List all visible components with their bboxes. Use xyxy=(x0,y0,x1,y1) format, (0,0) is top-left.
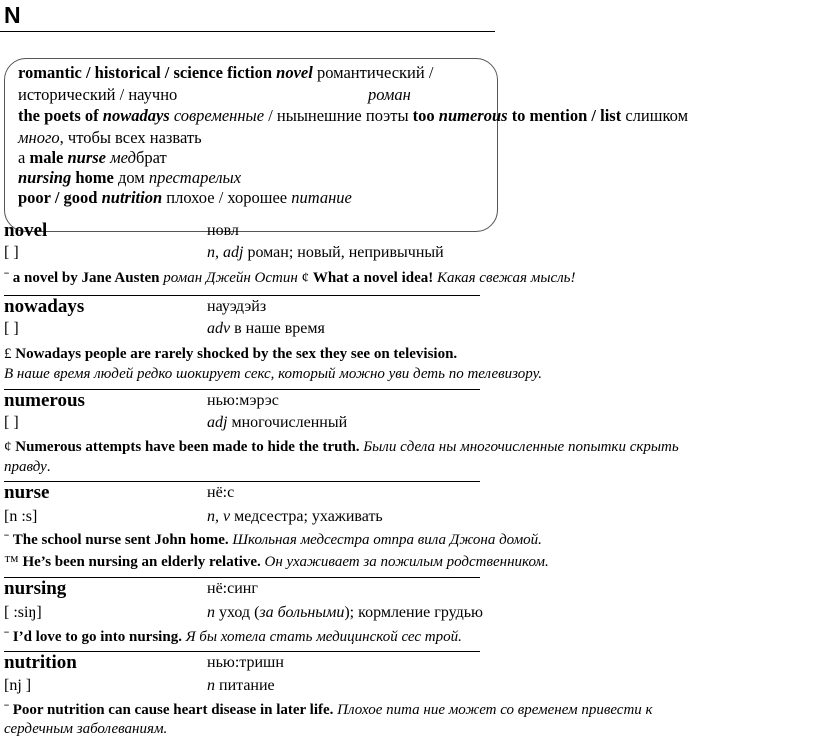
text-run: home xyxy=(71,168,114,187)
pronunciation: новл xyxy=(207,222,239,239)
transcription: [ ] xyxy=(4,320,19,337)
text-run: nowadays xyxy=(102,106,170,125)
text-run: Я бы хотела стать медицинской сес трой. xyxy=(185,629,462,645)
text-run: правду xyxy=(4,459,47,475)
text-run: too xyxy=(412,106,439,125)
text-run: роман xyxy=(368,85,411,104)
text-run: романтический / xyxy=(312,63,434,82)
text-run: ™ xyxy=(4,554,23,570)
box-line xyxy=(18,168,241,188)
box-line xyxy=(18,63,433,83)
transcription: [nj ] xyxy=(4,677,32,694)
text-run: The school nurse sent John home. xyxy=(12,532,233,548)
text-run: В наше время людей редко шокирует секс, который можно уви деть по телевизору. xyxy=(4,366,543,382)
pronunciation: нё:с xyxy=(207,484,235,501)
text-run: I’d love to go into nursing. xyxy=(12,629,186,645)
example-line xyxy=(4,721,167,738)
text-run: много xyxy=(18,128,60,147)
example-line xyxy=(4,532,542,549)
text-run: , чтобы всех назвать xyxy=(59,128,202,147)
text-run: за больными xyxy=(259,604,345,621)
text-run: современные xyxy=(169,106,265,125)
text-run: numerous xyxy=(438,106,508,125)
text-run: роман Джейн Остин xyxy=(163,270,302,286)
text-run: в наше время xyxy=(230,320,325,337)
example-line xyxy=(4,366,542,383)
part-of-speech-definition xyxy=(207,320,325,338)
entry-divider xyxy=(4,577,480,578)
text-run: n, adj xyxy=(207,244,244,261)
text-run: . xyxy=(46,459,51,475)
text-run: Nowadays people are rarely shocked by the sex they see on television. xyxy=(15,346,458,362)
example-line xyxy=(4,270,576,287)
text-run: nutrition xyxy=(101,188,163,207)
pronunciation: нью:тришн xyxy=(207,654,284,671)
box-line xyxy=(18,85,177,105)
text-run: ¢ xyxy=(4,439,16,455)
text-run: / ныынешние поэты xyxy=(264,106,413,125)
entry-divider xyxy=(4,481,480,482)
text-run: Школьная медсестра отпра вила Джона домой. xyxy=(232,532,542,548)
text-run: питание xyxy=(291,188,352,207)
text-run: исторический / научно xyxy=(18,85,178,104)
text-run: n xyxy=(207,677,215,694)
text-run: nursing xyxy=(18,168,72,187)
top-rule xyxy=(0,31,495,32)
headword: nursing xyxy=(4,578,67,599)
text-run: £ xyxy=(4,346,16,362)
part-of-speech-definition xyxy=(207,677,275,695)
headword: nutrition xyxy=(4,652,77,673)
text-run: nurse xyxy=(67,148,107,167)
text-run: male xyxy=(29,148,68,167)
pronunciation: науэдэйз xyxy=(207,298,267,315)
box-line xyxy=(18,148,167,168)
text-run: Какая свежая мысль! xyxy=(436,270,576,286)
text-run: Numerous attempts have been made to hide the truth. xyxy=(15,439,364,455)
example-line xyxy=(4,459,51,476)
box-line xyxy=(18,106,688,126)
text-run: romantic / historical / science fiction xyxy=(18,63,277,82)
headword: novel xyxy=(4,220,48,241)
headword: nurse xyxy=(4,482,50,503)
headword: numerous xyxy=(4,390,85,411)
text-run: Он ухаживает за пожилым родственником. xyxy=(264,554,549,570)
text-run: питание xyxy=(215,677,275,694)
text-run: ˉ xyxy=(4,702,13,718)
part-of-speech-definition xyxy=(207,604,483,622)
part-of-speech-definition xyxy=(207,508,383,526)
text-run: novel xyxy=(276,63,313,82)
text-run: adj xyxy=(207,414,228,431)
example-line xyxy=(4,702,653,719)
box-line xyxy=(18,188,352,208)
text-run: слишком xyxy=(621,106,689,125)
part-of-speech-definition xyxy=(207,244,444,262)
text-run: дом xyxy=(113,168,149,187)
pronunciation: нью:мэрэс xyxy=(207,392,279,409)
text-run: престарелых xyxy=(148,168,242,187)
text-run: to mention / list xyxy=(507,106,622,125)
text-run: n, v xyxy=(207,508,231,525)
text-run: adv xyxy=(207,320,231,337)
text-run: ); кормление грудью xyxy=(344,604,483,621)
example-line xyxy=(4,439,679,456)
text-run: плохое / хорошее xyxy=(162,188,292,207)
text-run: ˉ xyxy=(4,629,13,645)
text-run: the poets of xyxy=(18,106,103,125)
text-run: Плохое пита ние может со временем привести к xyxy=(337,702,653,718)
text-run: брат xyxy=(135,148,167,167)
text-run: уход ( xyxy=(215,604,260,621)
headword: nowadays xyxy=(4,296,85,317)
text-run: многочисленный xyxy=(227,414,348,431)
transcription: [ ] xyxy=(4,244,19,261)
section-letter: N xyxy=(4,2,21,28)
text-run: ¢ xyxy=(301,270,313,286)
text-run: Poor nutrition can cause heart disease in later life. xyxy=(12,702,338,718)
text-run: сердечным заболеваниям. xyxy=(4,721,168,737)
example-line xyxy=(4,346,457,363)
text-run: poor / good xyxy=(18,188,102,207)
text-run: роман; новый, непривычный xyxy=(243,244,444,261)
transcription: [ ] xyxy=(4,414,19,431)
box-line xyxy=(18,128,202,148)
text-run: мед xyxy=(106,148,136,167)
text-run: a novel by Jane Austen xyxy=(12,270,164,286)
text-run: a xyxy=(18,148,30,167)
text-run: He’s been nursing an elderly relative. xyxy=(22,554,265,570)
part-of-speech-definition xyxy=(207,414,347,432)
box-line xyxy=(368,85,411,105)
text-run: ˉ xyxy=(4,270,13,286)
example-line xyxy=(4,554,549,571)
example-line xyxy=(4,629,462,646)
text-run: What a novel idea! xyxy=(312,270,437,286)
transcription: [n :s] xyxy=(4,508,38,525)
pronunciation: нё:синг xyxy=(207,580,258,597)
text-run: n xyxy=(207,604,215,621)
transcription: [ :siŋ] xyxy=(4,604,42,621)
text-run: медсестра; ухаживать xyxy=(230,508,383,525)
text-run: ˉ xyxy=(4,532,13,548)
text-run: Были сдела ны многочисленные попытки скрыть xyxy=(363,439,679,455)
